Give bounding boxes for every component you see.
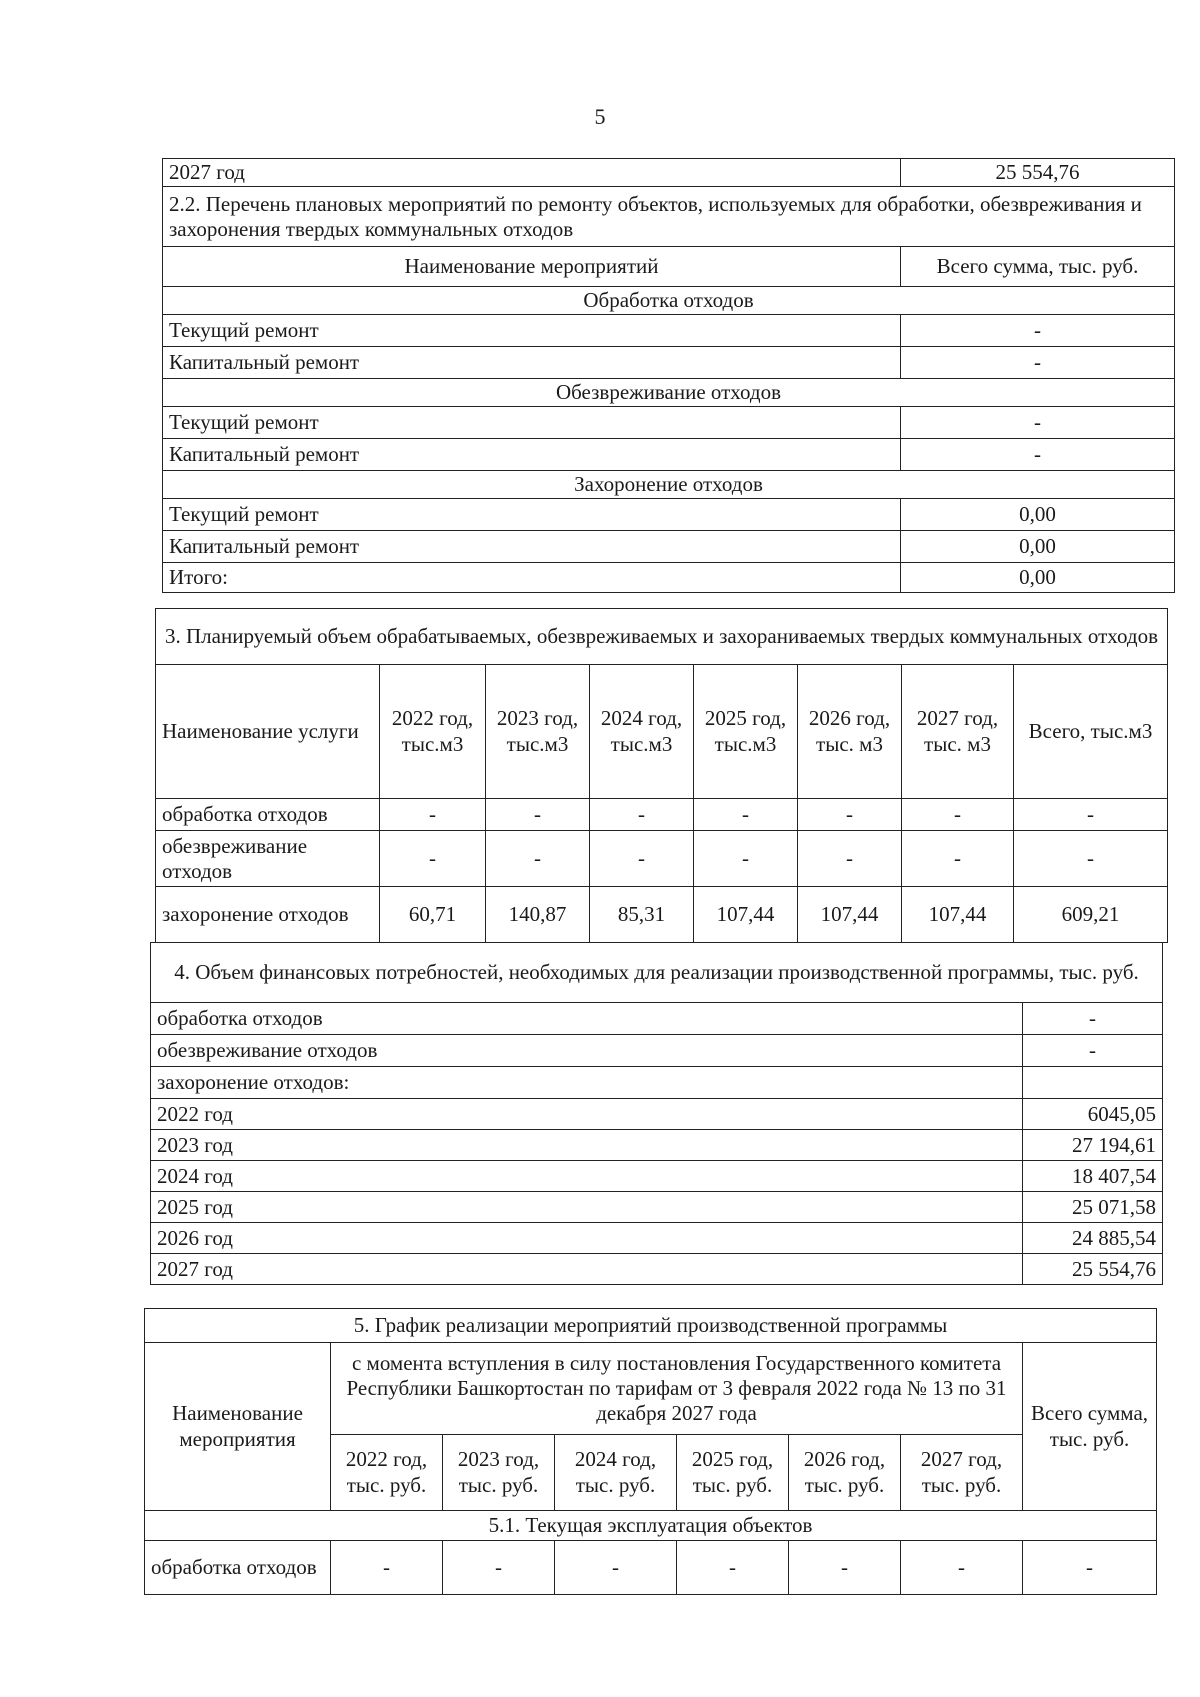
cell-value: - xyxy=(380,799,486,831)
column-header-name: Наименование мероприятия xyxy=(145,1343,331,1511)
total-label: Итого: xyxy=(163,563,901,593)
year-header: 2025 год, тыс. руб. xyxy=(677,1435,789,1511)
table-row xyxy=(156,799,1168,831)
cell-value: - xyxy=(590,799,694,831)
table-row xyxy=(163,499,1175,531)
cell-value: - xyxy=(443,1541,555,1595)
group-heading: Захоронение отходов xyxy=(163,471,1175,499)
row-value: 25 554,76 xyxy=(1023,1254,1163,1285)
row-label: 2027 год xyxy=(163,159,901,187)
row-value: - xyxy=(901,347,1175,379)
page-number: 5 xyxy=(594,104,606,129)
row-label: Текущий ремонт xyxy=(163,315,901,347)
row-label: 2027 год xyxy=(151,1254,1023,1285)
row-label: 2024 год xyxy=(151,1161,1023,1192)
section-4-title: 4. Объем финансовых потребностей, необходимых для реализации производственной программы, тыс. руб. xyxy=(151,943,1163,1003)
cell-value: - xyxy=(1014,799,1168,831)
year-header: 2023 год, тыс. руб. xyxy=(443,1435,555,1511)
table-row xyxy=(156,887,1168,943)
column-header: 2023 год, тыс.м3 xyxy=(486,665,590,799)
table-row xyxy=(163,531,1175,563)
row-value: - xyxy=(901,407,1175,439)
row-value: - xyxy=(1023,1035,1163,1067)
cell-value: - xyxy=(789,1541,901,1595)
row-value: 18 407,54 xyxy=(1023,1161,1163,1192)
cell-value: 60,71 xyxy=(380,887,486,943)
subsection-title: 5.1. Текущая эксплуатация объектов xyxy=(145,1511,1157,1541)
cell-value: - xyxy=(590,831,694,887)
period-header: с момента вступления в силу постановления Государственного комитета Республики Башкортостан по тарифам от 3 февраля 2022 года № 13 по 31 декабря 2027 года xyxy=(331,1343,1023,1435)
row-label: 2022 год xyxy=(151,1099,1023,1130)
year-header: 2026 год, тыс. руб. xyxy=(789,1435,901,1511)
total-value: 0,00 xyxy=(901,563,1175,593)
table-row xyxy=(151,1161,1163,1192)
table-row xyxy=(163,347,1175,379)
cell-value: - xyxy=(331,1541,443,1595)
row-label: обработка отходов xyxy=(145,1541,331,1595)
row-label: 2025 год xyxy=(151,1192,1023,1223)
row-value: 25 071,58 xyxy=(1023,1192,1163,1223)
row-label: захоронение отходов: xyxy=(151,1067,1023,1099)
section-5-title: 5. График реализации мероприятий производственной программы xyxy=(145,1309,1157,1343)
column-header-name: Наименование мероприятий xyxy=(163,247,901,287)
row-value: 0,00 xyxy=(901,499,1175,531)
table-row xyxy=(151,1099,1163,1130)
volume-table xyxy=(155,608,1168,943)
row-value: - xyxy=(1023,1003,1163,1035)
cell-value: - xyxy=(798,831,902,887)
table-row xyxy=(151,1003,1163,1035)
cell-value: - xyxy=(798,799,902,831)
cell-value: 107,44 xyxy=(798,887,902,943)
row-value xyxy=(1023,1067,1163,1099)
schedule-table xyxy=(144,1308,1157,1595)
row-label: Капитальный ремонт xyxy=(163,531,901,563)
column-header: 2027 год, тыс. м3 xyxy=(902,665,1014,799)
year-header: 2027 год, тыс. руб. xyxy=(901,1435,1023,1511)
cell-value: - xyxy=(677,1541,789,1595)
column-header-sum: Всего сумма, тыс. руб. xyxy=(901,247,1175,287)
cell-value: - xyxy=(380,831,486,887)
column-header: 2024 год, тыс.м3 xyxy=(590,665,694,799)
table-row xyxy=(163,563,1175,593)
cell-value: - xyxy=(486,799,590,831)
column-header-total: Всего сумма, тыс. руб. xyxy=(1023,1343,1157,1511)
table-row xyxy=(151,1130,1163,1161)
row-label: обезвреживание отходов xyxy=(156,831,380,887)
year-header: 2024 год, тыс. руб. xyxy=(555,1435,677,1511)
cell-value: - xyxy=(1023,1541,1157,1595)
cell-value: 85,31 xyxy=(590,887,694,943)
cell-value: - xyxy=(555,1541,677,1595)
cell-value: 609,21 xyxy=(1014,887,1168,943)
cell-value: - xyxy=(901,1541,1023,1595)
finance-table xyxy=(150,942,1163,1285)
row-value: 27 194,61 xyxy=(1023,1130,1163,1161)
table-row xyxy=(151,1067,1163,1099)
column-header: 2022 год, тыс.м3 xyxy=(380,665,486,799)
table-row xyxy=(151,1192,1163,1223)
row-value: 24 885,54 xyxy=(1023,1223,1163,1254)
cell-value: 140,87 xyxy=(486,887,590,943)
row-value: 6045,05 xyxy=(1023,1099,1163,1130)
section-2-2-title: 2.2. Перечень плановых мероприятий по ремонту объектов, используемых для обработки, обезвреживания и захоронения твердых коммунальных отходов xyxy=(163,187,1175,247)
row-label: Текущий ремонт xyxy=(163,499,901,531)
group-heading: Обезвреживание отходов xyxy=(163,379,1175,407)
row-label: обработка отходов xyxy=(156,799,380,831)
row-label: 2023 год xyxy=(151,1130,1023,1161)
cell-value: - xyxy=(902,831,1014,887)
row-label: Капитальный ремонт xyxy=(163,439,901,471)
table-row xyxy=(156,831,1168,887)
row-value: 25 554,76 xyxy=(901,159,1175,187)
column-header: Наименование услуги xyxy=(156,665,380,799)
column-header: 2026 год, тыс. м3 xyxy=(798,665,902,799)
column-header: 2025 год, тыс.м3 xyxy=(694,665,798,799)
cell-value: - xyxy=(694,799,798,831)
table-row xyxy=(145,1541,1157,1595)
row-label: Текущий ремонт xyxy=(163,407,901,439)
table-row xyxy=(163,315,1175,347)
row-value: - xyxy=(901,439,1175,471)
row-label: 2026 год xyxy=(151,1223,1023,1254)
cell-value: 107,44 xyxy=(902,887,1014,943)
table-row xyxy=(151,1223,1163,1254)
table-row xyxy=(163,439,1175,471)
cell-value: 107,44 xyxy=(694,887,798,943)
row-label: обезвреживание отходов xyxy=(151,1035,1023,1067)
row-value: 0,00 xyxy=(901,531,1175,563)
table-row xyxy=(151,1035,1163,1067)
cell-value: - xyxy=(486,831,590,887)
cell-value: - xyxy=(1014,831,1168,887)
section-3-title: 3. Планируемый объем обрабатываемых, обезвреживаемых и захораниваемых твердых коммунальных отходов xyxy=(156,609,1168,665)
row-label: Капитальный ремонт xyxy=(163,347,901,379)
table-row xyxy=(163,407,1175,439)
column-header: Всего, тыс.м3 xyxy=(1014,665,1168,799)
row-label: обработка отходов xyxy=(151,1003,1023,1035)
row-label: захоронение отходов xyxy=(156,887,380,943)
table-row xyxy=(163,159,1175,187)
row-value: - xyxy=(901,315,1175,347)
year-header: 2022 год, тыс. руб. xyxy=(331,1435,443,1511)
repair-table xyxy=(162,158,1175,593)
cell-value: - xyxy=(902,799,1014,831)
table-row xyxy=(151,1254,1163,1285)
group-heading: Обработка отходов xyxy=(163,287,1175,315)
cell-value: - xyxy=(694,831,798,887)
